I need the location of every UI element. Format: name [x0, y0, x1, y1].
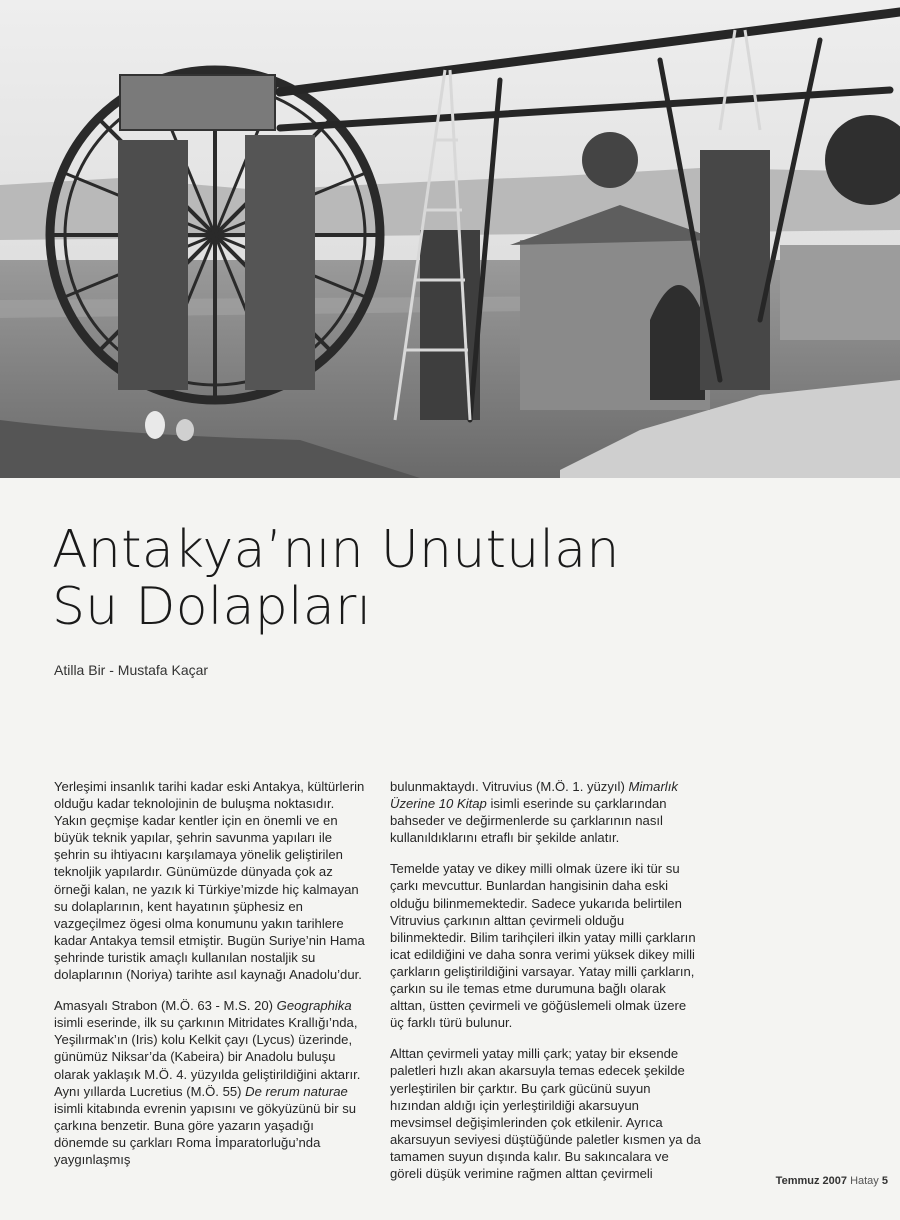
historic-waterwheel-photo — [0, 0, 900, 478]
article-title-line-2: Su Dolapları — [52, 577, 372, 637]
body-column-left — [54, 778, 366, 1182]
magazine-issue: Temmuz 2007 — [775, 1175, 847, 1187]
page-footer — [776, 1175, 888, 1187]
body-column-right — [390, 778, 702, 1196]
article-authors: Atilla Bir - Mustafa Kaçar — [54, 662, 209, 678]
paragraph: bulunmaktaydı. Vitruvius (M.Ö. 1. yüzyıl) Mimarlık Üzerine 10 Kitap isimli eserinde su çarklarından bahseder ve değirmenlerde su çarklarının nasıl kullanıldıklarını etraflı bir şekilde anlatır. — [390, 779, 678, 846]
article-title-line-1: Antakya’nın Unutulan — [52, 520, 620, 580]
paragraph: Temelde yatay ve dikey milli olmak üzere iki tür su çarkı mevcuttur. Bunlardan hangisinin daha eski olduğu bilinmemektedir. Sadece yukarıda belirtilen Vitruvius çarkının alttan çevirmeli olduğu bilinmektedir. Bilim tarihçileri ilkin yatay milli çarkların icat edildiğini ve daha sonra verimi yüksek dikey milli çarkların geliştirildiğini varsayar. Yatay milli çarkların, çarkın su ile temas etme durumuna bağlı olarak alttan, üstten çevirmeli ve göğüslemeli olmak üzere üç farklı türü bulunur. — [390, 861, 696, 1031]
paragraph: Yerleşimi insanlık tarihi kadar eski Antakya, kültürlerin olduğu kadar teknolojinin de buluşma noktasıdır. Yakın geçmişe kadar kentler için en önemli ve en büyük teknik yapılar, şehrin savunma yapıları ile şehrin su ihtiyacını karşılamaya yönelik geliştirilen teknoljik yapılardır. Günümüzde dünyada çok az örneği kalan, ne yazık ki Türkiye’mizde hiç kalmayan su dolaplarının, kent hayatının şüphesiz en vazgeçilmez ögesi olma konumunu yakın tarihlere kadar Antakya temsil etmiştir. Bugün Suriye’nin Hama şehrinde turistik amaçlı kullanılan nostaljik su dolaplarının (Noriya) tarihte asıl kaynağı Anadolu’dur. — [54, 779, 365, 983]
paragraph: Alttan çevirmeli yatay milli çark; yatay bir eksende paletleri hızlı akan akarsuyla temas edecek şekilde yerleştirilen bir çarktır. Bu çark gücünü suyun hızından aldığı için yerleştirildiği akarsuyun mevsimsel değişimlerinden çok etkilenir. Ayrıca akarsuyun seviyesi düştüğünde paletler kısmen ya da tamamen suyun dışında kalır. Bu sakıncalara ve göreli düşük verimine rağmen alttan çevirmeli — [390, 1046, 701, 1181]
book-title: Mimarlık Üzerine 10 Kitap — [390, 779, 678, 812]
page-number: 5 — [881, 1175, 888, 1187]
article-title — [52, 522, 852, 636]
magazine-section: Hatay — [850, 1175, 879, 1187]
paragraph: Amasyalı Strabon (M.Ö. 63 - M.S. 20) Geographika isimli eserinde, ilk su çarkının Mitridates Krallığı’nda, Yeşilırmak’ın (Iris) kolu Kelkit çayı (Lycus) üzerinde, günümüz Niksar’da (Kabeira) bir Anadolu buluşu olarak yaklaşık M.Ö. 4. yüzyılda geliştirildiğini aktarır. Aynı yıllarda Lucretius (M.Ö. 55) De rerum naturae isimli kitabında evrenin yapısını ve gökyüzünü bir su çarkına benzetir. Buna göre yazarın yaşadığı dönemde su çarkları Roma İmparatorluğu’nda yaygınlaşmış — [54, 998, 361, 1167]
book-title: Geographika — [276, 998, 352, 1014]
book-title: De rerum naturae — [245, 1083, 348, 1099]
